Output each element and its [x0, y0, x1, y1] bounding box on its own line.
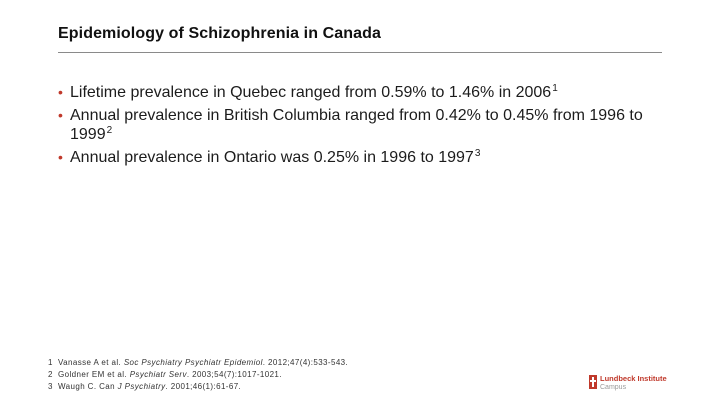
footnote-citation: . 2001;46(1):61-67. — [165, 382, 242, 391]
bullet-reference: 2 — [106, 124, 113, 136]
footnote-authors: Waugh C. Can — [58, 382, 118, 391]
bullet-text: Annual prevalence in Ontario was 0.25% in 1996 to 1997 — [70, 149, 474, 166]
bullet-icon: • — [58, 149, 63, 165]
bullet-item — [58, 83, 678, 102]
logo-name: Lundbeck Institute — [600, 374, 667, 383]
logo-text — [600, 374, 667, 392]
title-divider — [58, 52, 662, 53]
footnote — [48, 357, 468, 369]
logo-subtitle: Campus — [600, 384, 627, 391]
bullet-list — [58, 83, 678, 171]
footnote-number: 2 — [48, 370, 53, 379]
footnote-authors: Vanasse A et al. — [58, 358, 124, 367]
footnote-citation: . 2003;54(7):1017-1021. — [186, 370, 282, 379]
footnote-number: 3 — [48, 382, 53, 391]
footnote-citation: . 2012;47(4):533-543. — [262, 358, 349, 367]
footnote — [48, 369, 468, 381]
bullet-icon: • — [58, 84, 63, 100]
bullet-item — [58, 106, 678, 144]
slide-title: Epidemiology of Schizophrenia in Canada — [58, 25, 382, 42]
bullet-item — [58, 148, 678, 167]
logo-mark-icon — [589, 375, 597, 389]
bullet-reference: 1 — [552, 82, 558, 94]
bullet-icon: • — [58, 107, 63, 123]
footnote-journal: J Psychiatry — [117, 382, 166, 391]
footnotes — [48, 357, 468, 393]
footnote-authors: Goldner EM et al. — [58, 370, 130, 379]
footnote-journal: Psychiatr Serv — [129, 370, 187, 379]
lundbeck-logo — [589, 374, 667, 392]
footnote-journal: Soc Psychiatry Psychiatr Epidemiol — [123, 358, 263, 367]
footnote-number: 1 — [48, 358, 53, 367]
bullet-reference: 3 — [474, 147, 481, 159]
footnote — [48, 381, 468, 393]
bullet-text: Annual prevalence in British Columbia ranged from 0.42% to 0.45% from 1996 to 1999 — [70, 107, 643, 143]
bullet-text: Lifetime prevalence in Quebec ranged from 0.59% to 1.46% in 2006 — [70, 84, 552, 101]
